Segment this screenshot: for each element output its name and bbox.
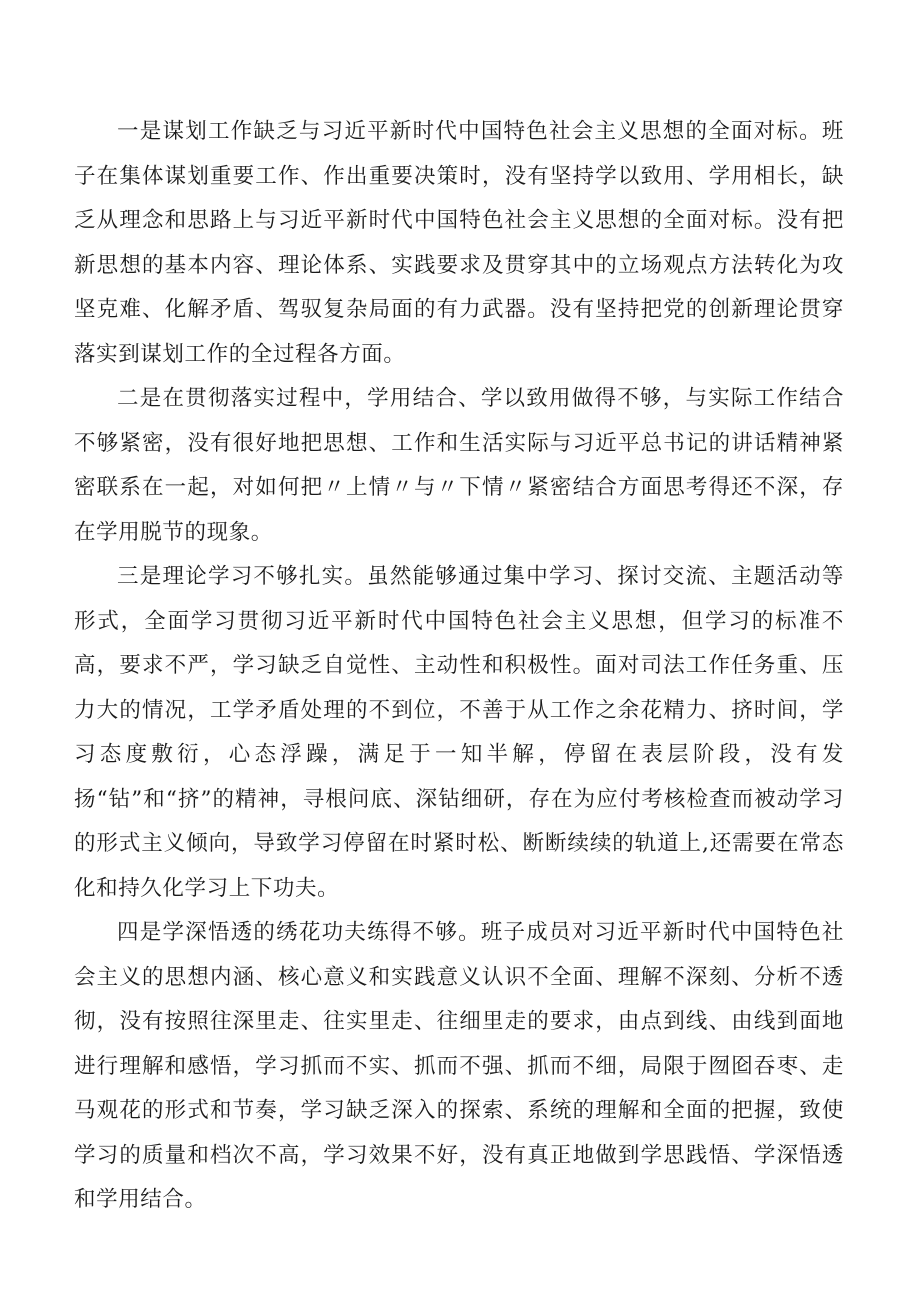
paragraph-3: 三是理论学习不够扎实。虽然能够通过集中学习、探讨交流、主题活动等形式，全面学习贯彻习近平新时代中国特色社会主义思想，但学习的标准不高，要求不严，学习缺乏自觉性、主动性和积极性。面对司法工作任务重、压力大的情况，工学矛盾处理的不到位，不善于从工作之余花精力、挤时间，学习态度敷衍，心态浮躁，满足于一知半解，停留在表层阶段，没有发扬“钻”和“挤”的精神，寻根问底、深钻细研，存在为应付考核检查而被动学习的形式主义倾向，导致学习停留在时紧时松、断断续续的轨道上,还需要在常态化和持久化学习上下功夫。 <box>74 564 844 901</box>
paragraph-4: 四是学深悟透的绣花功夫练得不够。班子成员对习近平新时代中国特色社会主义的思想内涵、核心意义和实践意义认识不全面、理解不深刻、分析不透彻，没有按照往深里走、往实里走、往细里走的要求，由点到线、由线到面地进行理解和感悟，学习抓而不实、抓而不强、抓而不细，局限于囫囵吞枣、走马观花的形式和节奏，学习缺乏深入的探索、系统的理解和全面的把握，致使学习的质量和档次不高，学习效果不好，没有真正地做到学思践悟、学深悟透和学用结合。 <box>74 920 844 1212</box>
document-body <box>74 110 844 1223</box>
paragraph-1: 一是谋划工作缺乏与习近平新时代中国特色社会主义思想的全面对标。班子在集体谋划重要工作、作出重要决策时，没有坚持学以致用、学用相长，缺乏从理念和思路上与习近平新时代中国特色社会主义思想的全面对标。没有把新思想的基本内容、理论体系、实践要求及贯穿其中的立场观点方法转化为攻坚克难、化解矛盾、驾驭复杂局面的有力武器。没有坚持把党的创新理论贯穿落实到谋划工作的全过程各方面。 <box>74 119 844 367</box>
paragraph-2: 二是在贯彻落实过程中，学用结合、学以致用做得不够，与实际工作结合不够紧密，没有很好地把思想、工作和生活实际与习近平总书记的讲话精神紧密联系在一起，对如何把〃上情〃与〃下情〃紧密结合方面思考得还不深，存在学用脱节的现象。 <box>74 386 844 545</box>
